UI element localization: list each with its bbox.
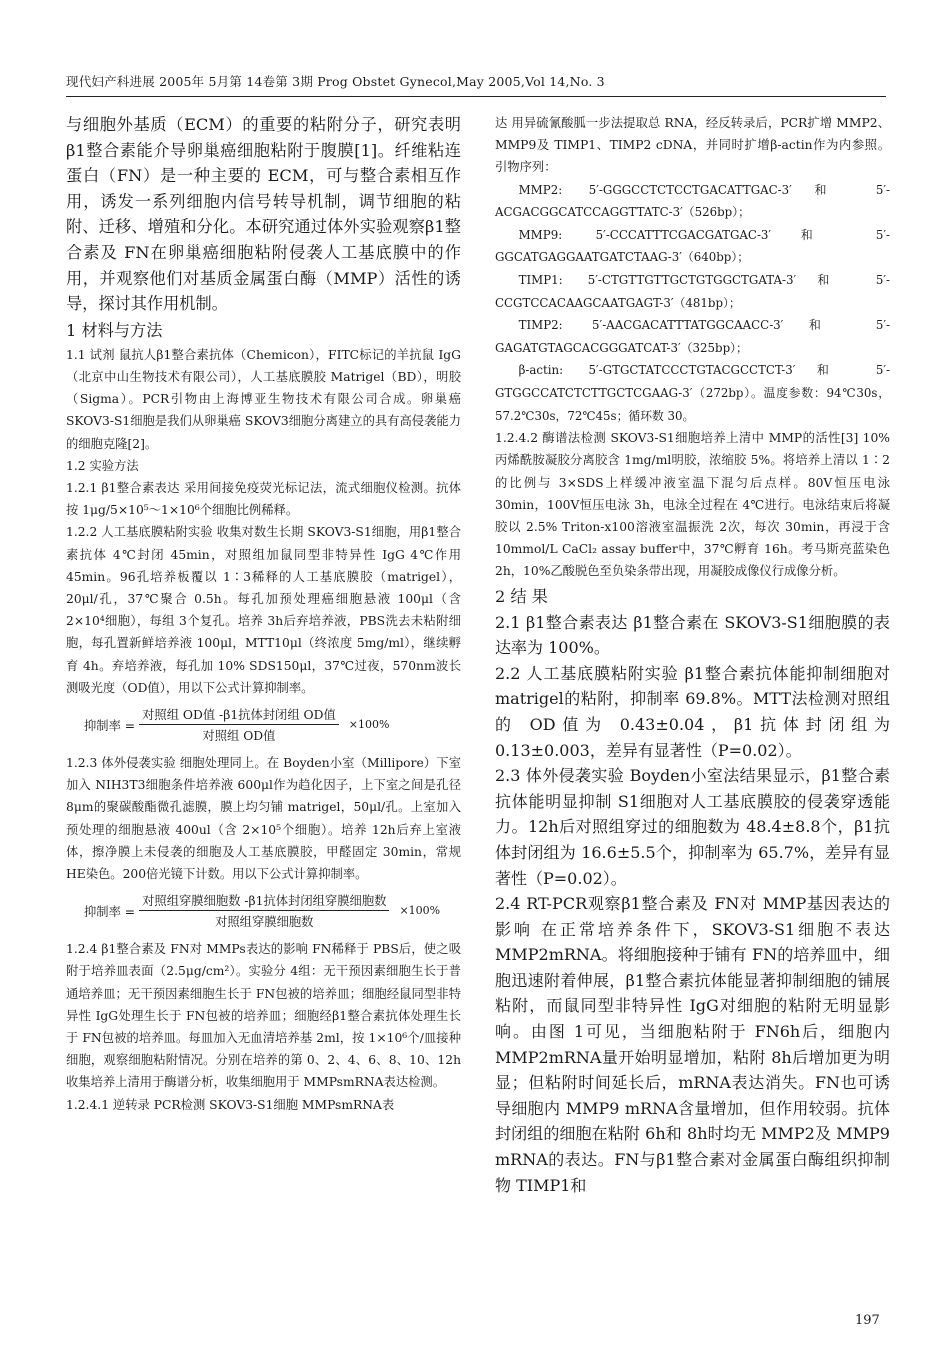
left-column xyxy=(66,112,461,1116)
para-1-2-4: 1.2.4 β1整合素及 FN对 MMPs表达的影响 FN稀释于 PBS后，使之吸附于培养皿表面（2.5μg/cm²）。实验分 4组：无干预因素细胞生长于普通培养皿；无干预因素细胞生长于 FN包被的培养皿；细胞经鼠同型非特异性 IgG处理生长于 FN包被的培养皿；细胞经β1整合素抗体处理生长于 FN包被的培养皿。每皿加入无血清培养基 2ml，按 1×10⁶个/皿接种细胞，观察细胞粘附情况。分别在培养的第 0、2、4、6、8、10、12h收集培养上清用于酶谱分析，收集细胞用于 MMPsmRNA表达检测。 xyxy=(66,942,461,1090)
formula1-numerator: 对照组 OD值 -β1抗体封闭组 OD值 xyxy=(139,705,339,725)
page-number: 197 xyxy=(855,1313,880,1328)
formula2-times: ×100% xyxy=(399,904,441,918)
running-header: 现代妇产科进展 2005年 5月第 14卷第 3期 Prog Obstet Gynecol,May 2005,Vol 14,No. 3 xyxy=(66,74,605,89)
result-2-2: 2.2 人工基底膜粘附实验 β1整合素抗体能抑制细胞对 matrigel的粘附，抑制率 69.8%。MTT法检测对照组的 OD值为 0.43±0.04，β1抗体封闭组为 0.13±0.003，差异有显著性（P=0.02）。 xyxy=(495,663,890,760)
para-continued: 达 用异硫氰酸胍一步法提取总 RNA，经反转录后，PCR扩增 MMP2、MMP9及 TIMP1、TIMP2 cDNA，并同时扩增β-actin作为内参照。引物序列： xyxy=(495,116,890,175)
result-2-1: 2.1 β1整合素表达 β1整合素在 SKOV3-S1细胞膜的表达率为 100%。 xyxy=(495,612,890,658)
intro-paragraph: 与细胞外基质（ECM）的重要的粘附分子，研究表明β1整合素能介导卵巢癌细胞粘附于腹膜[1]。纤维粘连蛋白（FN）是一种主要的 ECM，可与整合素相互作用，诱发一系列细胞内信号转导机制，调节细胞的粘附、迁移、增殖和分化。本研究通过体外实验观察β1整合素及 FN在卵巢癌细胞粘附侵袭人工基底膜中的作用，并观察他们对基质金属蛋白酶（MMP）活性的诱导，探讨其作用机制。 xyxy=(66,115,461,314)
formula1-denominator: 对照组 OD值 xyxy=(202,729,276,743)
para-1-2-3: 1.2.3 体外侵袭实验 细胞处理同上。在 Boyden小室（Millipore）下室加入 NIH3T3细胞条件培养液 600μl作为趋化因子，上下室之间是孔径 8μm的聚碳酸酯微孔滤膜，膜上均匀铺 matrigel，50μl/孔。上室加入预处理的细胞悬液 400ul（含 2×10⁵个细胞）。培养 12h后弃上室液体，擦净膜上未侵袭的细胞及人工基底膜胶，甲醛固定 30min，常规 HE染色。200倍光镜下计数。用以下公式计算抑制率。 xyxy=(66,756,461,882)
formula1-fraction xyxy=(139,705,339,744)
result-2-4: 2.4 RT-PCR观察β1整合素及 FN对 MMP基因表达的影响 在正常培养条件下，SKOV3-S1细胞不表达 MMP2mRNA。将细胞接种于铺有 FN的培养皿中，细胞迅速附着伸展，β1整合素抗体能显著抑制细胞的铺展粘附，而鼠同型非特异性 IgG对细胞的粘附无明显影响。由图 1可见，当细胞粘附于 FN6h后，细胞内 MMP2mRNA量开始明显增加，粘附 8h后增加更为明显；但粘附时间延长后，mRNA表达消失。FN也可诱导细胞内 MMP9 mRNA含量增加，但作用较弱。抗体封闭组的细胞在粘附 6h和 8h时均无 MMP2及 MMP9 mRNA的表达。FN与β1整合素对金属蛋白酶组织抑制物 TIMP1和 xyxy=(495,894,890,1195)
formula2-lhs: 抑制率 = xyxy=(84,904,136,919)
formula1-times: ×100% xyxy=(348,718,390,731)
formula1-lhs: 抑制率 = xyxy=(84,718,136,733)
section-title-results: 2 结 果 xyxy=(495,586,548,606)
header-rule xyxy=(66,96,886,97)
formula-adhesion-inhibition xyxy=(66,705,461,744)
para-1-2-1: 1.2.1 β1整合素表达 采用间接免疫荧光标记法，流式细胞仪检测。抗体按 1μg/5×10⁵～1×10⁶个细胞比例稀释。 xyxy=(66,480,461,518)
primer-beta-actin: β-actin: 5′-GTGCTATCCCTGTACGCCTCT-3′和 5′-GTGGCCATCTCTTGCTCGAAG-3′（272bp）。温度参数：94℃30s，57.2℃30s，72℃45s；循环数 30。 xyxy=(495,363,890,423)
formula2-denominator: 对照组穿膜细胞数 xyxy=(215,915,314,930)
para-1-1-reagents: 1.1 试剂 鼠抗人β1整合素抗体（Chemicon），FITC标记的羊抗鼠 IgG（北京中山生物技术有限公司），人工基底膜胶 Matrigel（BD），明胶（Sigma）。PCR引物由上海博亚生物技术有限公司合成。卵巢癌 SKOV3-S1细胞是我们从卵巢癌 SKOV3细胞分离建立的具有高侵袭能力的细胞克隆[2]。 xyxy=(66,347,461,451)
primer-mmp9: MMP9: 5′-CCCATTTCGACGATGAC-3′和 5′-GGCATGAGGAATGATCTAAG-3′（640bp）； xyxy=(495,227,890,265)
primer-mmp2: MMP2: 5′-GGGCCTCTCCTGACATTGAC-3′和 5′-ACGACGGCATCCAGGTTATC-3′（526bp）； xyxy=(495,182,890,220)
para-1-2-2: 1.2.2 人工基底膜粘附实验 收集对数生长期 SKOV3-S1细胞，用β1整合素抗体 4℃封闭 45min，对照组加鼠同型非特异性 IgG 4℃作用 45min。96孔培养板覆以 1∶3稀释的人工基底膜胶（matrigel），20μl/孔，37℃聚合 0.5h。每孔加预处理癌细胞悬液 100μl（含 2×10⁴细胞），每组 3个复孔。培养 3h后弃培养液，PBS洗去未粘附细胞，每孔置新鲜培养液 100μl，MTT10μl（终浓度 5mg/ml），继续孵育 4h。弃培养液，每孔加 10% SDS150μl，37℃过夜，570nm波长测吸光度（OD值），用以下公式计算抑制率。 xyxy=(66,525,461,695)
para-1-2-4-1: 1.2.4.1 逆转录 PCR检测 SKOV3-S1细胞 MMPsmRNA表 xyxy=(66,1097,395,1112)
formula-invasion-inhibition xyxy=(66,891,461,930)
primer-timp2: TIMP2: 5′-AACGACATTTATGGCAACC-3′和 5′-GAGATGTAGCACGGGATCAT-3′（325bp）； xyxy=(495,318,890,355)
result-2-3: 2.3 体外侵袭实验 Boyden小室法结果显示，β1整合素抗体能明显抑制 S1细胞对人工基底膜胶的侵袭穿透能力。12h后对照组穿过的细胞数为 48.4±8.8个，β1抗体封闭组为 16.6±5.5个，抑制率为 65.7%，差异有显著性（P=0.02）。 xyxy=(495,766,890,888)
formula2-fraction xyxy=(139,891,389,930)
primer-timp1: TIMP1: 5′-CTGTTGTTGCTGTGGCTGATA-3′和 5′-CCGTCCACAAGCAATGAGT-3′（481bp）； xyxy=(495,272,890,310)
para-1-2-4-2: 1.2.4.2 酶谱法检测 SKOV3-S1细胞培养上清中 MMP的活性[3] 10%丙烯酰胺凝胶分离胶含 1mg/ml明胶，浓缩胶 5%。将培养上清以 1∶2的比例与 3×SDS上样缓冲液室温下混匀后点样。80V恒压电泳 30min，100V恒压电泳 3h，电泳全过程在 4℃进行。电泳结束后将凝胶以 2.5% Triton-x100溶液室温振洗 2次，每次 30min，再浸于含 10mmol/L CaCl₂ assay buffer中，37℃孵育 16h。考马斯亮蓝染色 2h，10%乙酸脱色至负染条带出现，用凝胶成像仪行成像分析。 xyxy=(495,431,890,579)
section-title-methods: 1 材料与方法 xyxy=(66,320,163,340)
para-1-2-methods: 1.2 实验方法 xyxy=(66,458,139,473)
formula2-numerator: 对照组穿膜细胞数 -β1抗体封闭组穿膜细胞数 xyxy=(139,891,389,911)
right-column xyxy=(495,112,890,1198)
